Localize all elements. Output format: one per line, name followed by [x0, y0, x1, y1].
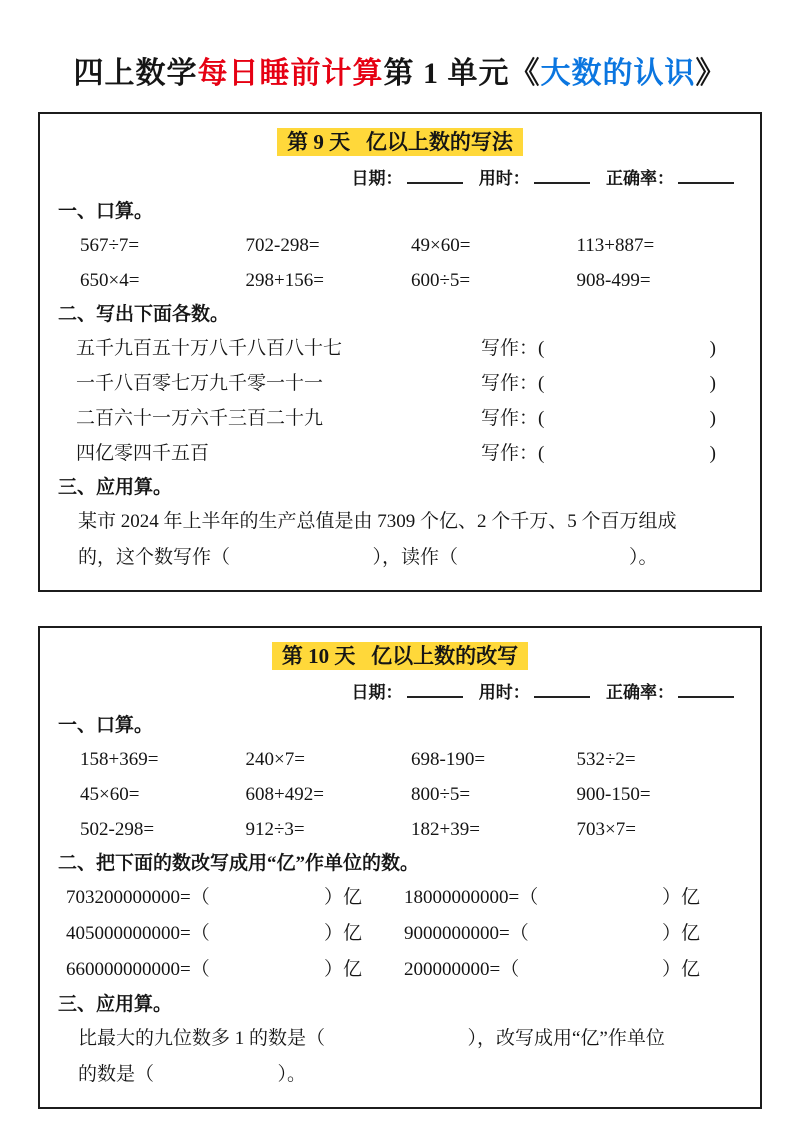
- write-number-row: [58, 401, 742, 436]
- day10-meta-row: [58, 678, 742, 703]
- write-number-row: [58, 436, 742, 471]
- day9-part2-title: 二、写出下面各数。: [58, 304, 230, 325]
- paren-close-unit: ）亿: [661, 923, 700, 944]
- day9-header-highlight: 第 9 天 亿以上数的写法: [277, 128, 523, 156]
- oral-problem: 532÷2=: [576, 749, 636, 770]
- rewrite-expression: 9000000000=: [404, 923, 510, 944]
- write-number-row: [58, 331, 742, 366]
- day10-header-highlight: 第 10 天 亿以上数的改写: [272, 642, 528, 670]
- word-problem-line: 的数是（ ）。: [78, 1064, 307, 1085]
- day9-oral-grid: [58, 228, 742, 298]
- oral-problem: 298+156=: [245, 270, 324, 291]
- write-label: 写作：(: [481, 443, 545, 464]
- day9-meta-row: [58, 164, 742, 189]
- paren-open: （: [190, 959, 210, 980]
- time-label: 用时：: [478, 683, 530, 702]
- oral-problem: 912÷3=: [245, 819, 305, 840]
- rewrite-item: [66, 880, 404, 916]
- write-close: ): [709, 338, 716, 359]
- answer-blank: [529, 916, 662, 952]
- oral-problem: 567÷7=: [80, 235, 140, 256]
- paren-close-unit: ）亿: [661, 959, 700, 980]
- write-close: ): [709, 443, 716, 464]
- answer-blank: [210, 916, 324, 952]
- day9-header: [58, 126, 742, 156]
- word-problem-line: 的，这个数写作（ ），读作（ ）。: [78, 547, 658, 568]
- paren-close-unit: ）亿: [323, 887, 362, 908]
- answer-blank: [519, 952, 662, 988]
- day10-header: [58, 640, 742, 670]
- oral-problem: 908-499=: [576, 270, 651, 291]
- accuracy-blank: [678, 682, 734, 698]
- answer-blank: [544, 436, 709, 471]
- date-label: 日期：: [351, 683, 403, 702]
- rewrite-expression: 405000000000=: [66, 923, 191, 944]
- rewrite-expression: 200000000=: [404, 959, 501, 980]
- oral-problem: 650×4=: [80, 270, 140, 291]
- paren-close-unit: ）亿: [323, 959, 362, 980]
- oral-problem: 182+39=: [411, 819, 480, 840]
- time-label: 用时：: [478, 169, 530, 188]
- paren-open: （: [190, 923, 210, 944]
- chinese-number-text: 一千八百零七万九千零一十一: [76, 373, 324, 394]
- day9-part3-title: 三、应用算。: [58, 477, 173, 498]
- oral-problem: 703×7=: [576, 819, 636, 840]
- accuracy-blank: [678, 168, 734, 184]
- title-segment-bracket: 》: [695, 57, 727, 90]
- oral-problem: 113+887=: [576, 235, 655, 256]
- oral-problem: 240×7=: [245, 749, 305, 770]
- day10-part3-title: 三、应用算。: [58, 994, 173, 1015]
- oral-problem: 800÷5=: [411, 784, 471, 805]
- oral-problem: 600÷5=: [411, 270, 471, 291]
- page-title: [0, 48, 800, 92]
- date-label: 日期：: [351, 169, 403, 188]
- answer-blank: [544, 366, 709, 401]
- answer-blank: [544, 401, 709, 436]
- oral-problem: 158+369=: [80, 749, 159, 770]
- title-segment-subject: 四上数学: [73, 57, 198, 90]
- oral-problem: 698-190=: [411, 749, 486, 770]
- answer-blank: [210, 952, 324, 988]
- chinese-number-text: 四亿零四千五百: [76, 443, 210, 464]
- title-segment-unit: 第 1 单元《: [383, 57, 541, 90]
- write-close: ): [709, 373, 716, 394]
- word-problem-line: 某市 2024 年上半年的生产总值是由 7309 个亿、2 个千万、5 个百万组成: [78, 511, 677, 532]
- paren-open: （: [509, 923, 529, 944]
- day10-part2-title: 二、把下面的数改写成用“亿”作单位的数。: [58, 853, 420, 874]
- write-label: 写作：(: [481, 373, 545, 394]
- rewrite-row: [58, 952, 742, 988]
- day9-part1-title: 一、口算。: [58, 201, 154, 222]
- rewrite-item: [404, 916, 742, 952]
- rewrite-row: [58, 916, 742, 952]
- rewrite-item: [66, 916, 404, 952]
- time-blank: [534, 682, 590, 698]
- rewrite-item: [66, 952, 404, 988]
- answer-blank: [544, 331, 709, 366]
- paren-open: （: [190, 887, 210, 908]
- paren-close-unit: ）亿: [323, 923, 362, 944]
- write-close: ): [709, 408, 716, 429]
- write-label: 写作：(: [481, 338, 545, 359]
- chinese-number-text: 五千九百五十万八千八百八十七: [76, 338, 343, 359]
- accuracy-label: 正确率：: [606, 683, 674, 702]
- paren-close-unit: ）亿: [661, 887, 700, 908]
- answer-blank: [210, 880, 324, 916]
- oral-problem: 49×60=: [411, 235, 471, 256]
- paren-open: （: [519, 887, 539, 908]
- answer-blank: [538, 880, 662, 916]
- oral-problem: 702-298=: [245, 235, 320, 256]
- rewrite-expression: 18000000000=: [404, 887, 520, 908]
- worksheet-section-day10: [38, 626, 762, 1109]
- rewrite-expression: 660000000000=: [66, 959, 191, 980]
- time-blank: [534, 168, 590, 184]
- date-blank: [407, 682, 463, 698]
- oral-problem: 900-150=: [576, 784, 651, 805]
- paren-open: （: [500, 959, 520, 980]
- oral-problem: 502-298=: [80, 819, 155, 840]
- rewrite-item: [404, 880, 742, 916]
- rewrite-item: [404, 952, 742, 988]
- chinese-number-text: 二百六十一万六千三百二十九: [76, 408, 324, 429]
- write-label: 写作：(: [481, 408, 545, 429]
- rewrite-expression: 703200000000=: [66, 887, 191, 908]
- write-number-row: [58, 366, 742, 401]
- rewrite-row: [58, 880, 742, 916]
- date-blank: [407, 168, 463, 184]
- title-segment-topic: 大数的认识: [540, 57, 696, 90]
- oral-problem: 45×60=: [80, 784, 140, 805]
- worksheet-section-day9: [38, 112, 762, 592]
- title-segment-series: 每日睡前计算: [197, 57, 384, 90]
- oral-problem: 608+492=: [245, 784, 324, 805]
- day10-oral-grid: [58, 742, 742, 847]
- word-problem-line: 比最大的九位数多 1 的数是（ ），改写成用“亿”作单位: [78, 1028, 665, 1049]
- accuracy-label: 正确率：: [606, 169, 674, 188]
- day10-part1-title: 一、口算。: [58, 715, 154, 736]
